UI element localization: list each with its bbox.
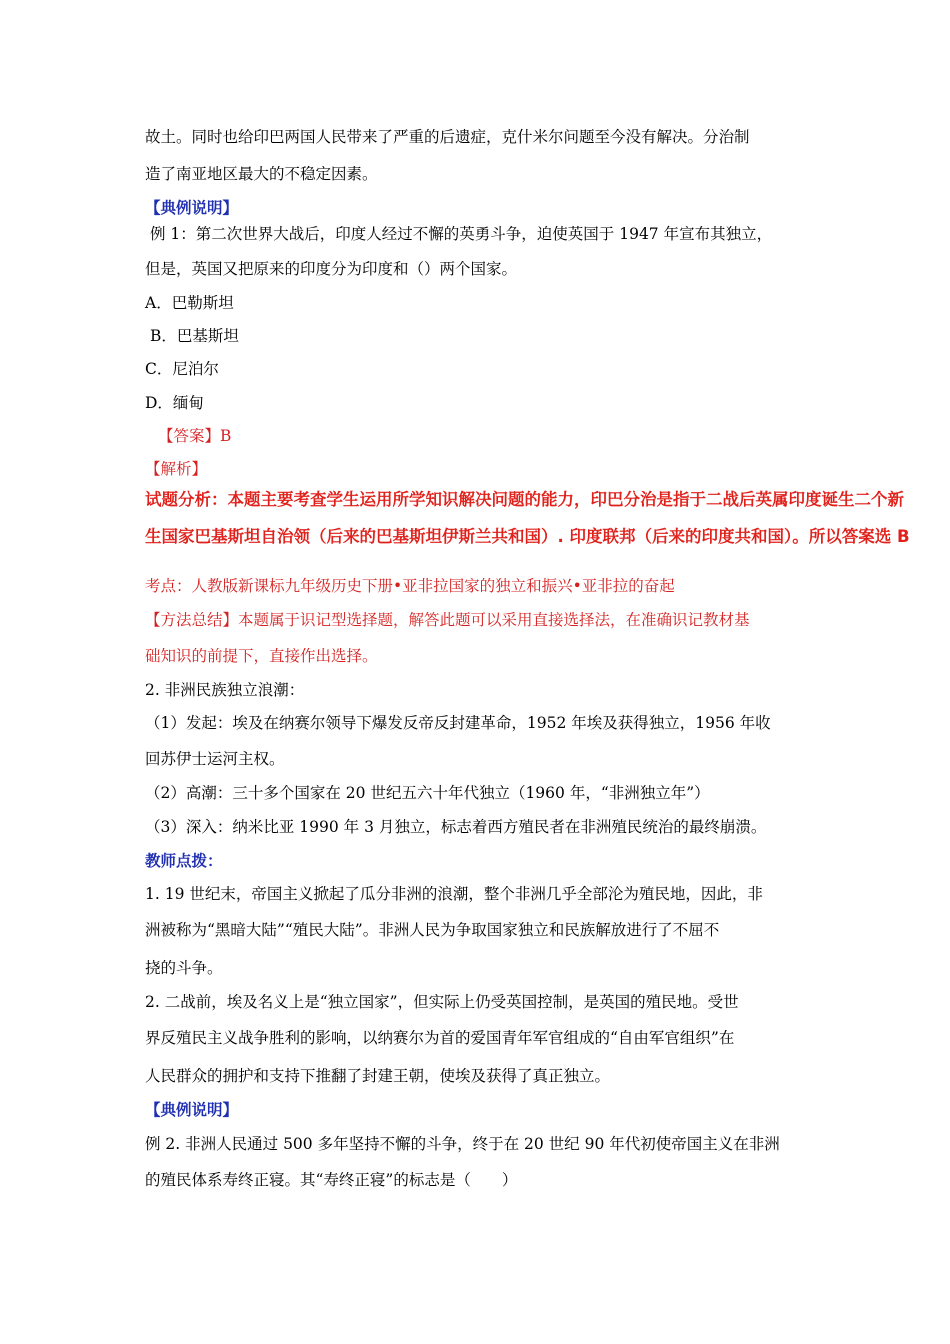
list-item: （3）深入：纳米比亚 1990 年 3 月独立，标志着西方殖民者在非洲殖民统治的最终崩溃。: [145, 818, 767, 836]
option-c: C．尼泊尔: [145, 360, 219, 378]
analysis-line: 生国家巴基斯坦自治领（后来的巴基斯坦伊斯兰共和国）. 印度联邦（后来的印度共和国）。所以答案选 B: [145, 527, 910, 546]
list-item: （1）发起：埃及在纳赛尔领导下爆发反帝反封建革命，1952 年埃及获得独立，1956 年收: [145, 714, 771, 732]
example-question-line: 的殖民体系寿终正寝。其“寿终正寝”的标志是（ ）: [145, 1171, 518, 1189]
example-heading: 【典例说明】: [145, 1101, 239, 1119]
example-question-line: 例 1：第二次世界大战后，印度人经过不懈的英勇斗争，迫使英国于 1947 年宣布其独立，: [150, 225, 773, 243]
kaodian-line: 考点：人教版新课标九年级历史下册•亚非拉国家的独立和振兴•亚非拉的奋起: [145, 577, 675, 595]
list-item: （2）高潮：三十多个国家在 20 世纪五六十年代独立（1960 年，“非洲独立年”）: [145, 784, 710, 802]
teacher-tip-line: 挠的斗争。: [145, 959, 223, 977]
option-d: D．缅甸: [145, 394, 204, 412]
method-summary-line: 【方法总结】本题属于识记型选择题，解答此题可以采用直接选择法，在准确识记教材基: [145, 611, 750, 629]
teacher-tip-line: 人民群众的拥护和支持下推翻了封建王朝，使埃及获得了真正独立。: [145, 1067, 611, 1085]
option-a: A．巴勒斯坦: [145, 294, 234, 312]
teacher-tip-line: 界反殖民主义战争胜利的影响，以纳赛尔为首的爱国青年军官组成的“自由军官组织”在: [145, 1029, 735, 1047]
analysis-line: 试题分析：本题主要考查学生运用所学知识解决问题的能力，印巴分治是指于二战后英属印度诞生二个新: [145, 490, 904, 509]
paragraph-line: 造了南亚地区最大的不稳定因素。: [145, 165, 378, 183]
option-b: B．巴基斯坦: [150, 327, 239, 345]
example-heading: 【典例说明】: [145, 199, 239, 217]
example-question-line: 但是，英国又把原来的印度分为印度和（）两个国家。: [145, 260, 518, 278]
method-summary-line: 础知识的前提下，直接作出选择。: [145, 647, 378, 665]
paragraph-line: 故土。同时也给印巴两国人民带来了严重的后遗症，克什米尔问题至今没有解决。分治制: [145, 128, 750, 146]
section-title: 2. 非洲民族独立浪潮：: [145, 681, 305, 699]
teacher-tip-line: 1. 19 世纪末，帝国主义掀起了瓜分非洲的浪潮，整个非洲几乎全部沦为殖民地，因此，非: [145, 885, 763, 903]
analysis-heading: 【解析】: [145, 460, 208, 478]
teacher-tip-line: 2. 二战前，埃及名义上是“独立国家”，但实际上仍受英国控制，是英国的殖民地。受世: [145, 993, 739, 1011]
teacher-tip-line: 洲被称为“黑暗大陆”“殖民大陆”。非洲人民为争取国家独立和民族解放进行了不屈不: [145, 921, 720, 939]
answer-line: 【答案】B: [158, 427, 232, 445]
example-question-line: 例 2. 非洲人民通过 500 多年坚持不懈的斗争，终于在 20 世纪 90 年代初使帝国主义在非洲: [145, 1135, 780, 1153]
teacher-tips-heading: 教师点拨：: [145, 852, 223, 870]
list-item: 回苏伊士运河主权。: [145, 750, 285, 768]
